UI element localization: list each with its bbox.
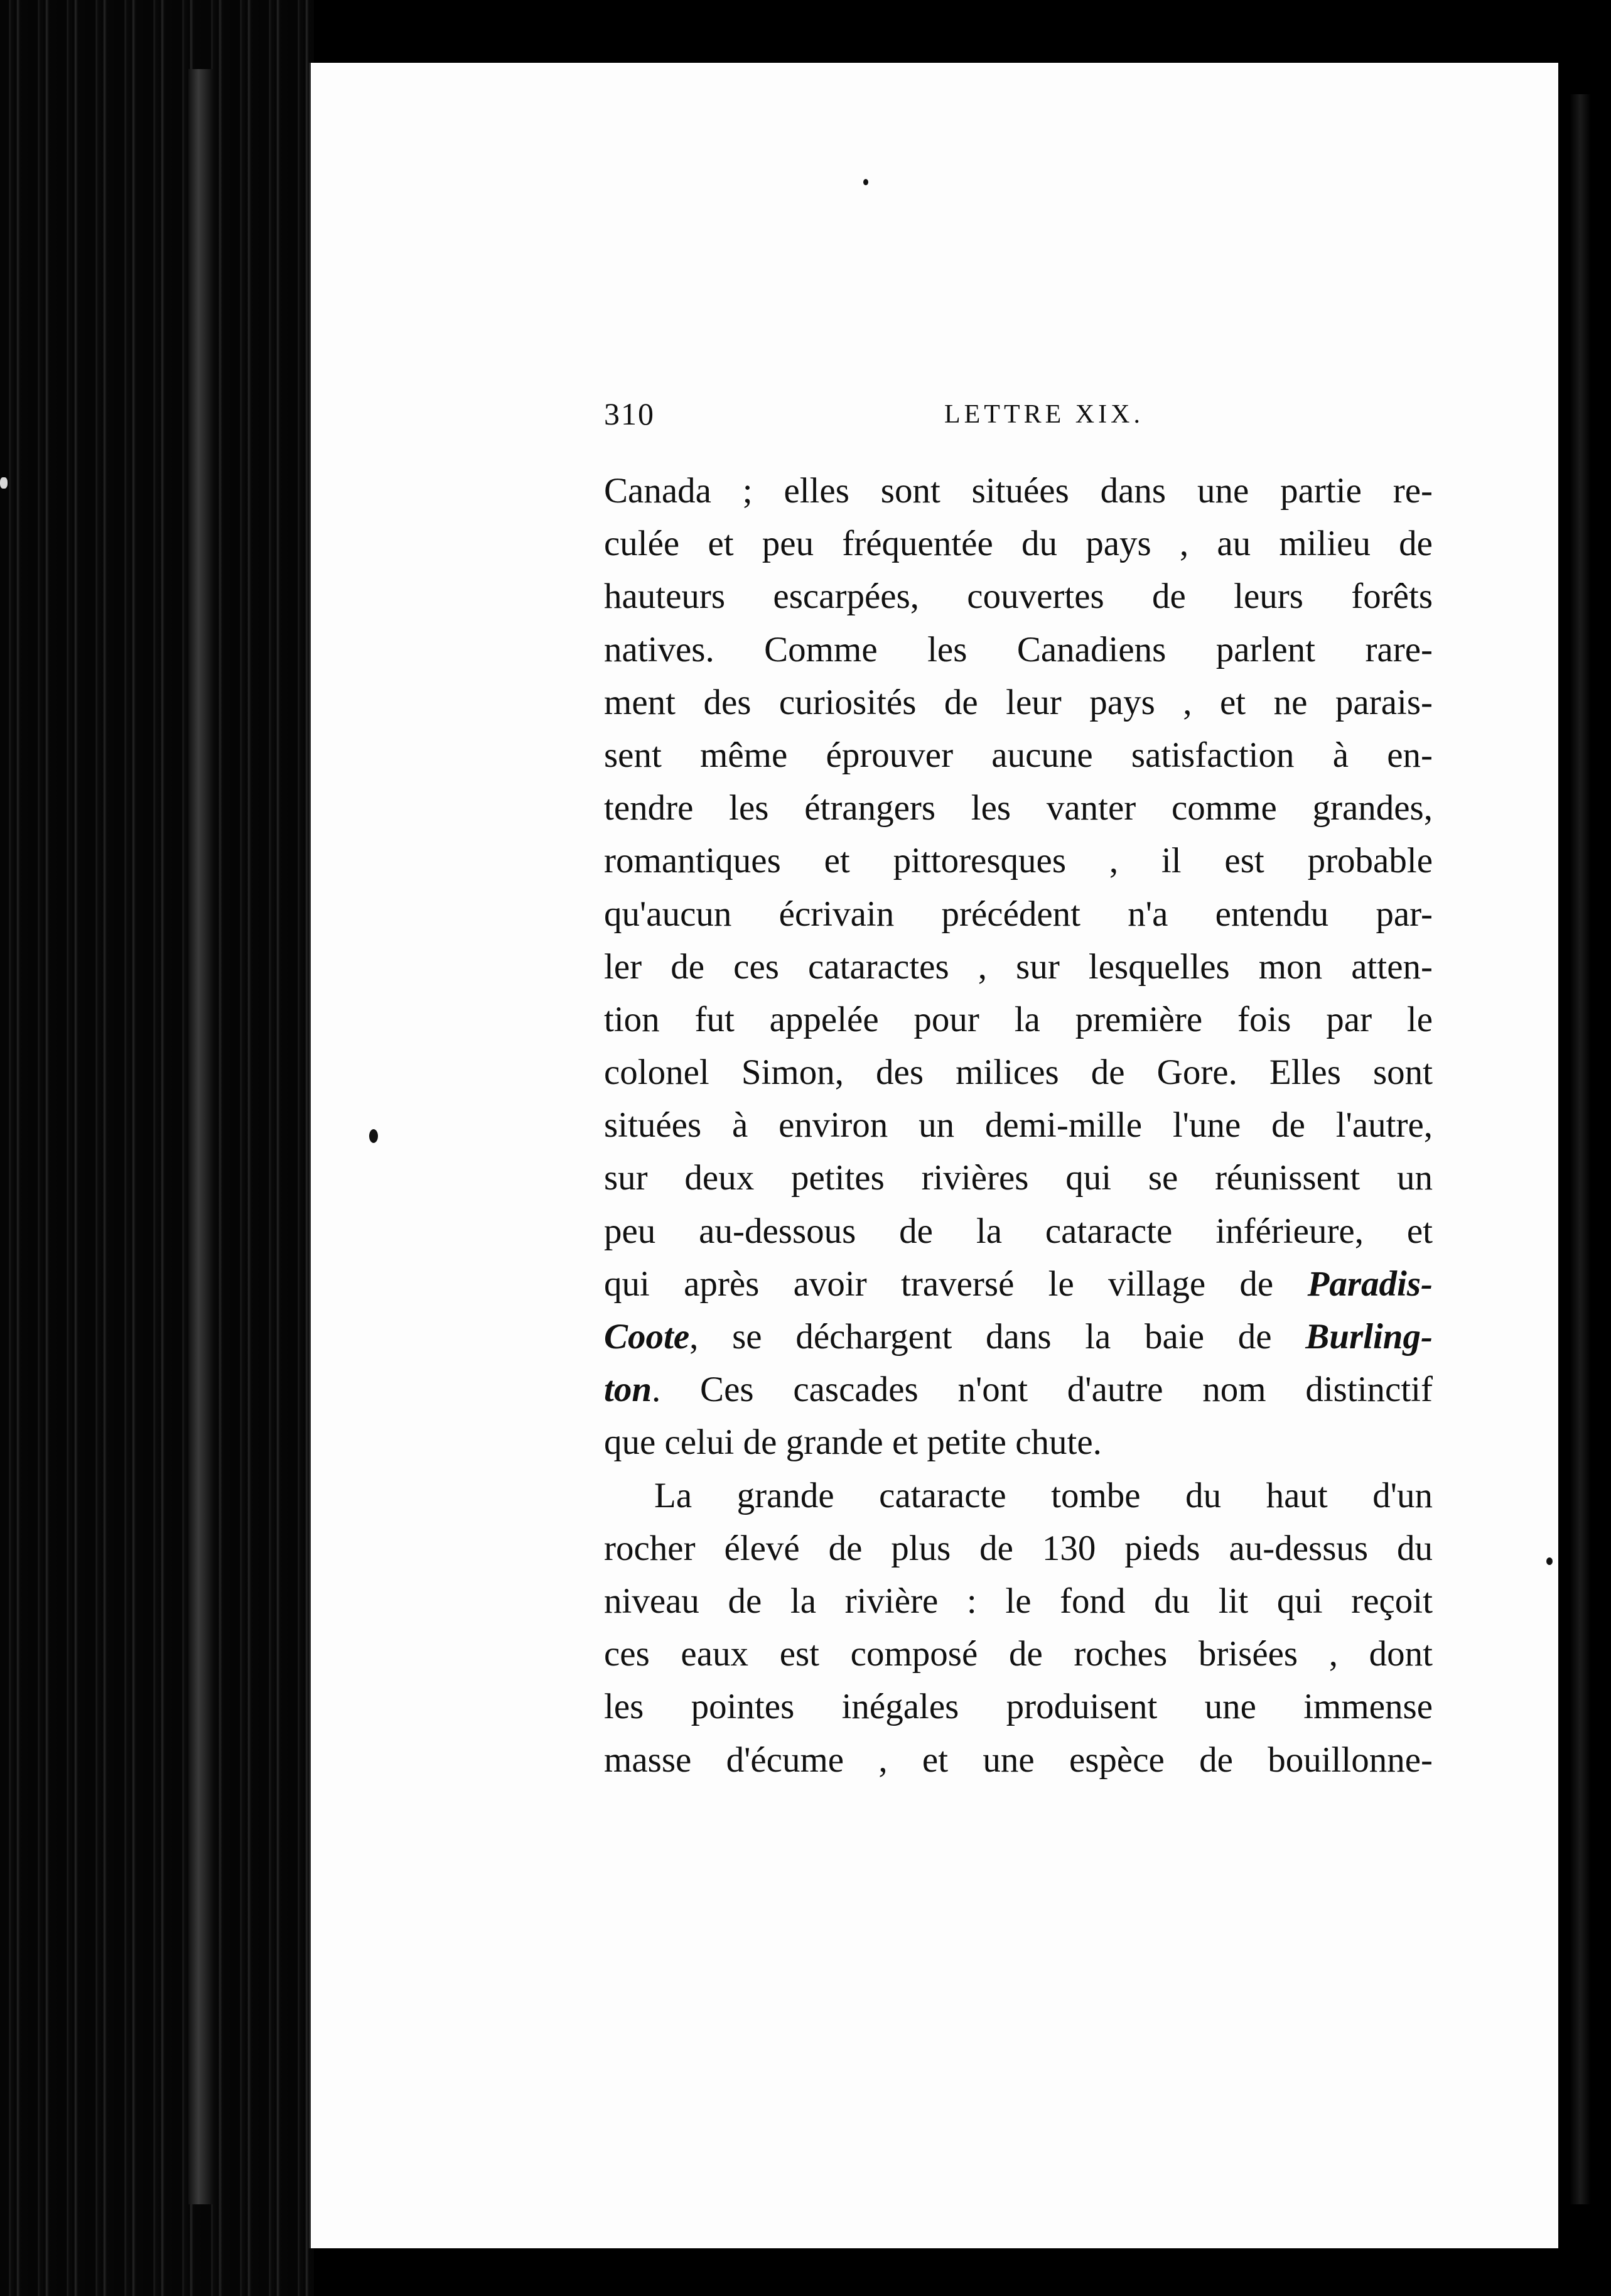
body-text <box>604 465 1433 1787</box>
text-line: situées à environ un demi-mille l'une de l'autre, <box>604 1105 1433 1145</box>
text-line: tendre les étrangers les vanter comme grandes, <box>604 788 1433 828</box>
text-line: ler de ces cataractes , sur lesquelles mon atten- <box>604 946 1433 987</box>
text-line: ment des curiosités de leur pays , et ne parais- <box>604 682 1433 722</box>
text-line: hauteurs escarpées, couvertes de leurs forêts <box>604 577 1433 617</box>
text-line: colonel Simon, des milices de Gore. Elles sont <box>604 1053 1433 1093</box>
text-line: sent même éprouver aucune satisfaction à en- <box>604 735 1433 775</box>
text-line: peu au-dessous de la cataracte inférieure, et <box>604 1211 1433 1251</box>
chapter-title: LETTRE XIX. <box>944 400 1144 429</box>
text-line: sur deux petites rivières qui se réunissent un <box>604 1158 1433 1198</box>
italic-place-name: Coote <box>604 1317 690 1356</box>
italic-place-name: Burling- <box>1305 1317 1433 1356</box>
text-line: masse d'écume , et une espèce de bouillonne- <box>604 1740 1433 1780</box>
ink-speck <box>369 1129 378 1143</box>
text-line-mixed <box>604 1363 1433 1416</box>
next-page-edge <box>1558 0 1611 2296</box>
text-line: culée et peu fréquentée du pays , au milieu de <box>604 524 1433 564</box>
text-line: tion fut appelée pour la première fois par le <box>604 999 1433 1039</box>
text-segment: , se déchargent dans la baie de <box>689 1317 1306 1356</box>
text-segment: . Ces cascades n'ont d'autre nom distinctif <box>652 1370 1433 1410</box>
page-fold <box>188 69 213 2204</box>
paragraph-start-line: La grande cataracte tombe du haut d'un <box>654 1475 1433 1515</box>
text-line: que celui de grande et petite chute. <box>604 1422 1102 1463</box>
italic-place-name: ton <box>604 1370 652 1410</box>
running-head <box>604 396 1433 446</box>
page-number: 310 <box>604 396 655 431</box>
text-line-mixed <box>604 1311 1433 1363</box>
book-spine-edge <box>0 0 314 2296</box>
text-line: romantiques et pittoresques , il est probable <box>604 841 1433 881</box>
ink-speck <box>863 179 868 185</box>
text-line: Canada ; elles sont situées dans une partie re- <box>604 471 1433 511</box>
text-line: les pointes inégales produisent une immense <box>604 1687 1433 1727</box>
text-line: natives. Comme les Canadiens parlent rare- <box>604 629 1433 669</box>
next-page-border <box>1570 94 1591 2204</box>
text-line: ces eaux est composé de roches brisées , dont <box>604 1634 1433 1674</box>
italic-place-name: Paradis- <box>1307 1264 1433 1304</box>
ink-speck <box>1546 1557 1553 1565</box>
text-line: niveau de la rivière : le fond du lit qui reçoit <box>604 1581 1433 1621</box>
scan-mark <box>0 477 8 489</box>
text-line: rocher élevé de plus de 130 pieds au-dessus du <box>604 1528 1433 1568</box>
text-line: qu'aucun écrivain précédent n'a entendu par- <box>604 894 1433 934</box>
text-line-mixed <box>604 1258 1433 1311</box>
text-segment: qui après avoir traversé le village de <box>604 1264 1308 1304</box>
